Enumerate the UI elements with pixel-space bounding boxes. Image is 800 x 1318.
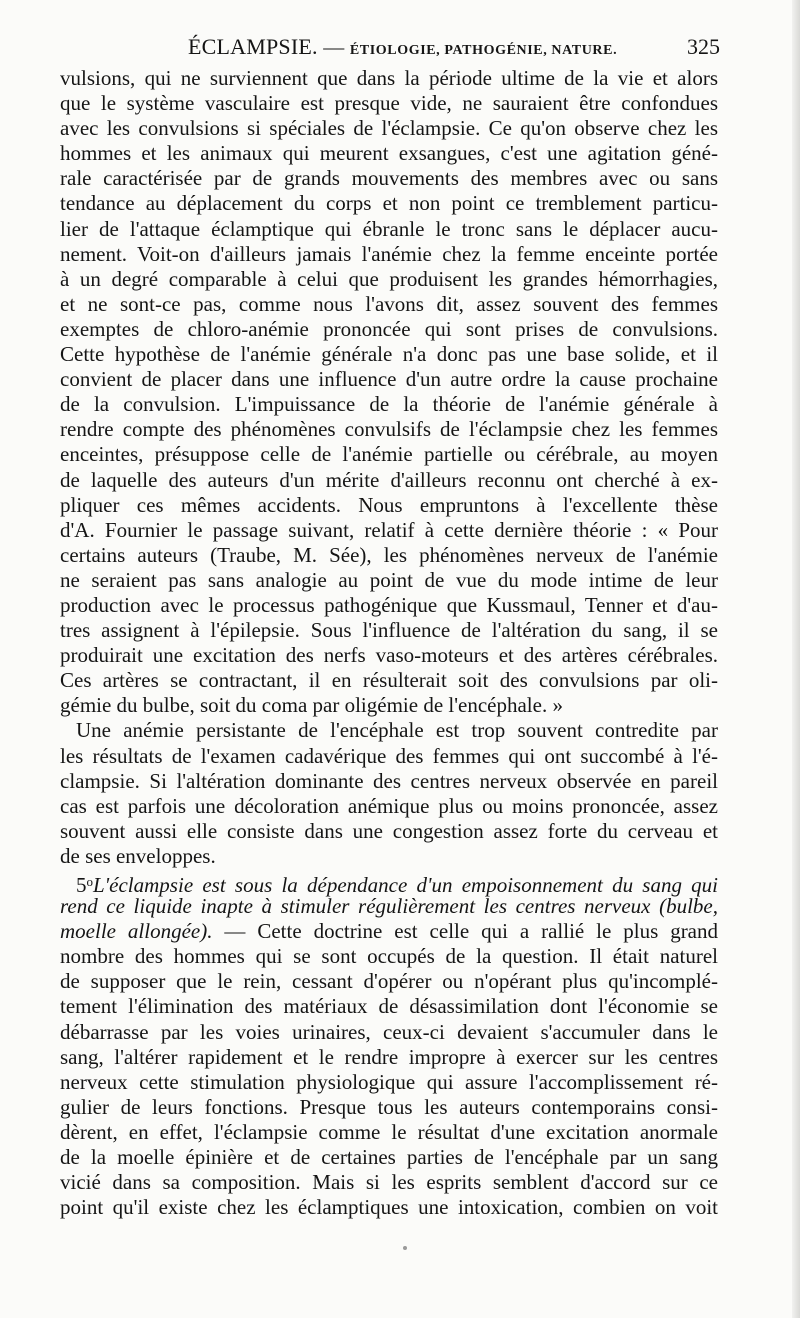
text-line: que le système vasculaire est presque vide, ne sauraient être confondues — [60, 91, 718, 116]
section-heading-line: rend ce liquide inapte à stimuler régulièrement les centres nerveux (bulbe, — [60, 894, 718, 919]
text-line: tendance au déplacement du corps et non point ce tremblement particu- — [60, 191, 718, 216]
text-line: de la convulsion. L'impuissance de la théorie de l'anémie générale à — [60, 392, 718, 417]
text-line: rendre compte des phénomènes convulsifs de l'éclampsie chez les femmes — [60, 417, 718, 442]
running-head — [60, 34, 720, 60]
text-line: avec les convulsions si spéciales de l'éclampsie. Ce qu'on observe chez les — [60, 116, 718, 141]
text-line: nement. Voit-on d'ailleurs jamais l'anémie chez la femme enceinte portée — [60, 241, 718, 266]
text-line: nombre des hommes qui se sont occupés de la question. Il était naturel — [60, 944, 718, 969]
text-line: production avec le processus pathogénique que Kussmaul, Tenner et d'au- — [60, 592, 718, 617]
text-line: tement l'élimination des matériaux de désassimilation dont l'économie se — [60, 994, 718, 1019]
text-line: produirait une excitation des nerfs vaso-moteurs et des artères cérébrales. — [60, 643, 718, 668]
text-line: rale caractérisée par de grands mouvements des membres avec ou sans — [60, 166, 718, 191]
running-head-main: ÉCLAMPSIE. — [188, 34, 318, 59]
text-line: les résultats de l'examen cadavérique des femmes qui ont succombé à l'é- — [60, 743, 718, 768]
text-line: dèrent, en effet, l'éclampsie comme le résultat d'une excitation anormale — [60, 1119, 718, 1144]
text-line: Cette hypothèse de l'anémie générale n'a donc pas une base solide, et il — [60, 342, 718, 367]
text-line: ne seraient pas sans analogie au point de vue du mode intime de leur — [60, 567, 718, 592]
text-line: sang, l'altérer rapidement et le rendre impropre à exercer sur les centres — [60, 1044, 718, 1069]
section-heading-text: moelle allongée). — [60, 919, 213, 944]
text-line: Ces artères se contractant, il en résulterait soit des convulsions par oli- — [60, 668, 718, 693]
text-line: de ses enveloppes. — [60, 843, 216, 868]
section-heading-line — [60, 869, 718, 897]
text-line: tres assignent à l'épilepsie. Sous l'influence de l'altération du sang, il se — [60, 618, 718, 643]
running-head-dash: — — [317, 35, 350, 59]
text-line: débarrasse par les voies urinaires, ceux-ci devaient s'accumuler dans le — [60, 1019, 718, 1044]
section-heading-line — [60, 919, 718, 944]
text-line: nerveux cette stimulation physiologique qui assure l'accomplissement ré- — [60, 1069, 718, 1094]
text-line: hommes et les animaux qui meurent exsangues, c'est une agitation géné- — [60, 141, 718, 166]
section-body-text: — Cette doctrine est celle qui a rallié le plus grand — [212, 919, 719, 944]
text-line: d'A. Fournier le passage suivant, relatif à cette dernière théorie : « Pour — [60, 517, 718, 542]
text-line: enceintes, présuppose celle de l'anémie partielle ou cérébrale, au moyen — [60, 442, 718, 467]
text-line: lier de l'attaque éclamptique qui ébranle le tronc sans le déplacer aucu- — [60, 216, 718, 241]
text-line: de supposer que le rein, cessant d'opérer ou n'opérant plus qu'incomplé- — [60, 969, 718, 994]
text-line: vicié dans sa composition. Mais si les esprits semblent d'accord sur ce — [60, 1170, 718, 1195]
text-line: de la moelle épinière et de certaines parties de l'encéphale par un sang — [60, 1145, 718, 1170]
text-line: exemptes de chloro-anémie prononcée qui sont prises de convulsions. — [60, 316, 718, 341]
page-number: 325 — [687, 34, 720, 59]
text-line: convient de placer dans une influence d'un autre ordre la cause prochaine — [60, 367, 718, 392]
text-line: et ne sont-ce pas, comme nous l'avons dit, assez souvent des femmes — [60, 291, 718, 316]
text-line: clampsie. Si l'altération dominante des centres nerveux observée en pareil — [60, 768, 718, 793]
text-line: gémie du bulbe, soit du coma par oligémie de l'encéphale. » — [60, 693, 563, 718]
text-line: pliquer ces mêmes accidents. Nous empruntons à l'excellente thèse — [60, 492, 718, 517]
body-text — [60, 66, 718, 1220]
text-line: cas est parfois une décoloration anémique plus ou moins prononcée, assez — [60, 793, 718, 818]
section-number: 5 — [76, 873, 87, 897]
text-line: point qu'il existe chez les éclamptiques une intoxication, combien on voit — [60, 1195, 718, 1220]
section-ordinal: o — [86, 874, 93, 889]
text-line: à un degré comparable à celui que produisent les grandes hémorrhagies, — [60, 266, 718, 291]
section-heading-text: L'éclampsie est sous la dépendance d'un empoisonnement du sang qui — [93, 873, 718, 897]
paragraph-start-line: Une anémie persistante de l'encéphale est trop souvent contredite par — [76, 718, 718, 743]
text-line: gulier de leurs fonctions. Presque tous les auteurs contemporains consi- — [60, 1094, 718, 1119]
text-line: vulsions, qui ne surviennent que dans la période ultime de la vie et alors — [60, 66, 718, 90]
text-line: de laquelle des auteurs d'un mérite d'ailleurs reconnu ont cherché à ex- — [60, 467, 718, 492]
text-line: certains auteurs (Traube, M. Sée), les phénomènes nerveux de l'anémie — [60, 542, 718, 567]
running-head-subtitle: ÉTIOLOGIE, PATHOGÉNIE, NATURE. — [349, 43, 618, 58]
running-head-title — [188, 34, 617, 60]
text-line: souvent aussi elle consiste dans une congestion assez forte du cerveau et — [60, 818, 718, 843]
page-edge-shadow — [792, 0, 800, 1318]
ink-speck — [403, 1246, 407, 1250]
